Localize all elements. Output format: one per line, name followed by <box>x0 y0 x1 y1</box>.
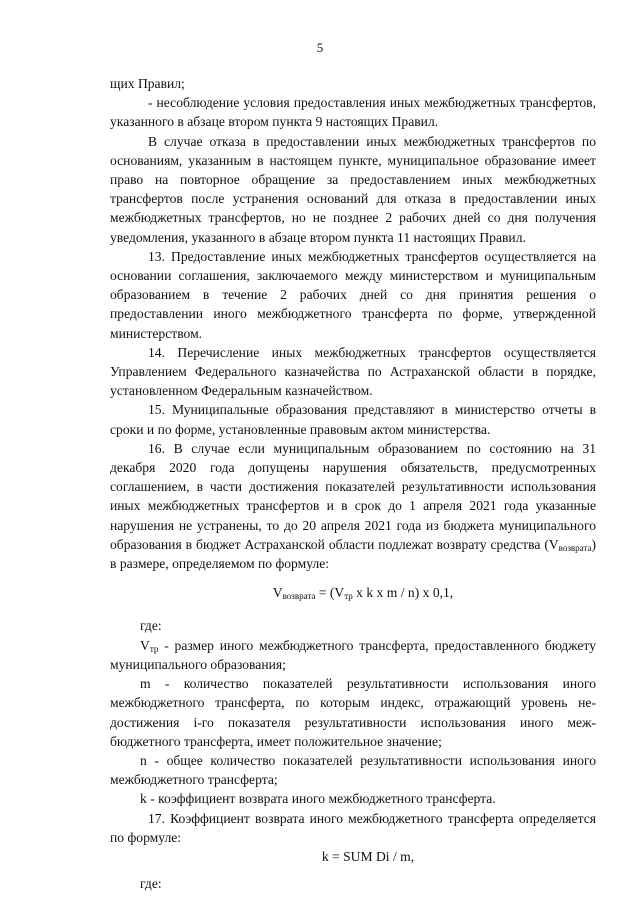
paragraph-15: 15. Муниципальные образования представляют в министерство отчеты в сроки и по форме, установленные правовым актом министерства. <box>110 402 596 437</box>
formula-tr-subscript: тр <box>344 591 353 602</box>
paragraph-refusal-case: В случае отказа в предоставлении иных межбюджетных трансфертов по основаниям, указанным в настоящем пункте, муниципальное образование имеет право на повторное обращение за предоставлением иных межбюджетных трансфертов после устранения оснований для отказа в предоставлении иных межбюджетных трансфертов, но не позднее 2 рабочих дней со дня получения уведомления, указанного в абзаце втором пункта 11 настоящих Правил. <box>110 133 596 245</box>
definition-v: V <box>140 637 150 653</box>
paragraph-14: 14. Перечисление иных межбюджетных трансфертов осуществляется Управлением Федерального казначейства по Астраханской области в порядке, установленном Федеральным казначейством. <box>110 344 596 399</box>
definition-n: n - общее количество показателей результативности использования иного межбюджетного трансферта; <box>110 752 596 788</box>
definition-v-tr <box>110 636 596 674</box>
where-label-2: где: <box>140 876 162 892</box>
page-number: 5 <box>316 40 324 55</box>
definition-v-subscript: тр <box>149 643 159 654</box>
paragraph-continuation: щих Правил; <box>110 76 185 91</box>
formula-v-subscript: возврата <box>282 591 316 602</box>
paragraph-16-subscript: возврата <box>558 542 592 553</box>
formula-eq: = (V <box>315 585 345 601</box>
document-body <box>110 74 596 893</box>
paragraph-condition-violation: - несоблюдение условия предоставления иных межбюджетных трансфертов, указанного в абзаце втором пункта 9 настоящих Правил. <box>110 95 596 130</box>
formula-rest: x k x m / n) x 0,1, <box>352 585 454 601</box>
definition-k: k - коэффициент возврата иного межбюджетного трансферта. <box>140 791 496 807</box>
paragraph-17: 17. Коэффициент возврата иного межбюджетного трансферта определяется по формуле: <box>110 810 596 845</box>
formula-v: V <box>272 585 283 601</box>
paragraph-13: 13. Предоставление иных межбюджетных трансфертов осуществляется на основании соглашения, заключаемого между министерством и муниципальным образованием в течение 2 рабочих дней со дня принятия решения о предоставлении иного межбюджетного трансферта по форме, утвержденной министерством. <box>110 248 596 341</box>
where-label: где: <box>140 618 162 634</box>
paragraph-16-text: 16. В случае если муниципальным образованием по состоянию на 31 декабря 2020 года допущены нарушения обязательств, предусмотренных соглашением, в части достижения показателей результативности использования иных межбюджетных трансфертов и в срок до 1 апреля 2021 года указанные нарушения не устранены, то до 20 апреля 2021 года из бюджета муниципального образования в бюджет Астраханской области подлежат возврату средства (V <box>110 440 596 552</box>
formula-return-amount <box>110 583 596 602</box>
definition-v-text: - размер иного межбюджетного трансферта, предоставленного бюджету муниципального образования; <box>110 637 596 672</box>
paragraph-16 <box>110 439 596 573</box>
definition-m: m - количество показателей результативности использования иного межбюджетного трансферта, по которым индекс, отражающий уровень недостижения i-го показателя результативности использования иного межбюджетного трансферта, имеет положительное значение; <box>110 676 596 749</box>
paragraph-16-end: ) в размере, определяемом по формуле: <box>110 536 596 572</box>
formula-coefficient: k = SUM Di / m, <box>321 848 415 864</box>
